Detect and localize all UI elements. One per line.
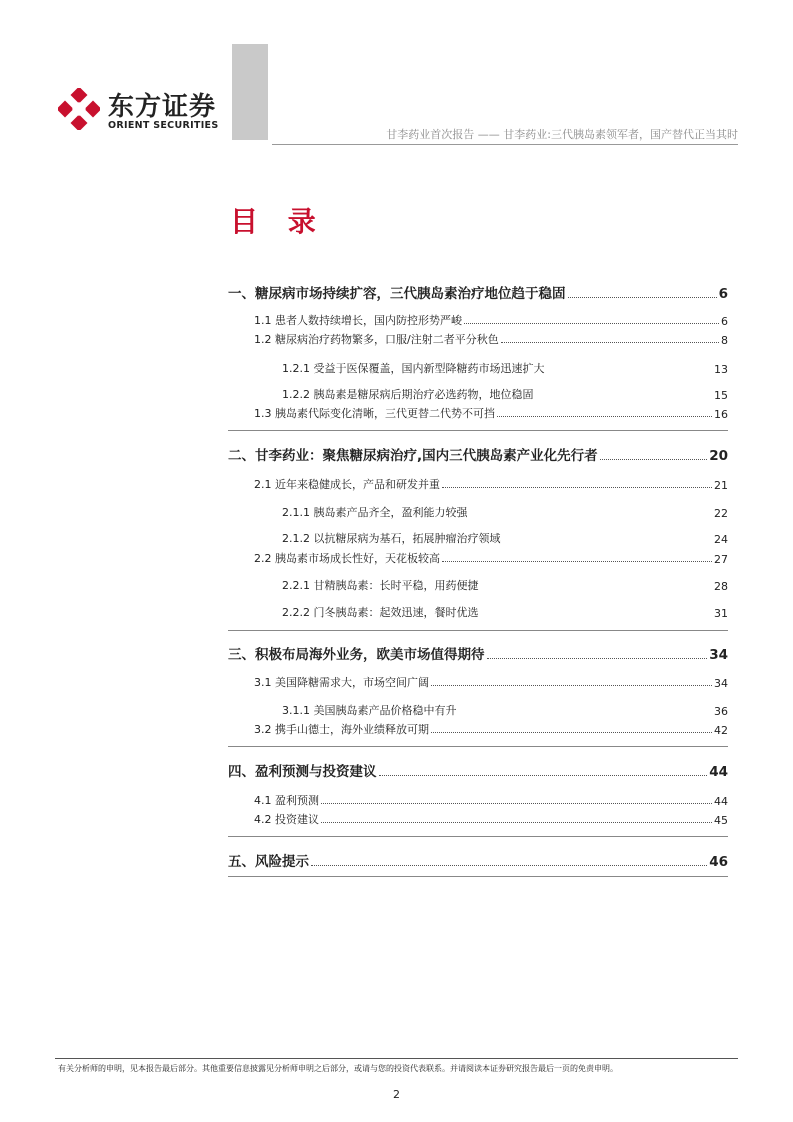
- toc-leader-dots: [442, 561, 712, 562]
- toc-leader-dots: [497, 416, 712, 417]
- toc-entry-title: 四、盈利预测与投资建议: [228, 764, 377, 780]
- toc-entry-page: 16: [714, 408, 728, 421]
- toc-entry-title: 三、积极布局海外业务，欧美市场值得期待: [228, 647, 485, 663]
- page-number: 2: [393, 1088, 400, 1101]
- toc-entry-page: 20: [709, 448, 728, 464]
- toc-section-divider: [228, 630, 728, 631]
- brand-name-en: ORIENT SECURITIES: [108, 120, 219, 131]
- toc-entry-title: 2.2 胰岛素市场成长性好，天花板较高: [254, 552, 440, 565]
- toc-entry-title: 3.1 美国降糖需求大，市场空间广阔: [254, 676, 429, 689]
- toc-section-divider: [228, 876, 728, 877]
- toc-entry-title: 2.2.1 甘精胰岛素：长时平稳，用药便捷: [282, 579, 479, 592]
- toc-entry-page: 27: [714, 553, 728, 566]
- toc-entry-page: 44: [709, 764, 728, 780]
- footer-divider: [55, 1058, 738, 1059]
- toc-section-divider: [228, 746, 728, 747]
- toc-entry[interactable]: [228, 530, 728, 546]
- toc-entry-title: 五、风险提示: [228, 854, 309, 870]
- toc-entry[interactable]: [228, 476, 728, 492]
- toc-entry[interactable]: [228, 702, 728, 718]
- toc-entry[interactable]: [228, 577, 728, 593]
- toc-entry-page: 46: [709, 854, 728, 870]
- toc-leader-dots: [311, 865, 707, 866]
- toc-entry[interactable]: [228, 674, 728, 690]
- toc-leader-dots: [379, 775, 708, 776]
- toc-entry[interactable]: [228, 721, 728, 737]
- toc-leader-dots: [600, 459, 708, 460]
- report-title: 甘李药业首次报告 —— 甘李药业:三代胰岛素领军者，国产替代正当其时: [386, 128, 738, 141]
- toc-entry[interactable]: [228, 604, 728, 620]
- toc-entry-page: 8: [721, 334, 728, 347]
- toc-entry-title: 3.2 携手山德士，海外业绩释放可期: [254, 723, 429, 736]
- toc-entry-title: 4.1 盈利预测: [254, 794, 319, 807]
- toc-leader-dots: [487, 658, 708, 659]
- toc-entry-page: 13: [714, 363, 728, 376]
- toc-entry-title: 二、甘李药业：聚焦糖尿病治疗,国内三代胰岛素产业化先行者: [228, 448, 598, 464]
- toc-section-divider: [228, 430, 728, 431]
- toc-entry[interactable]: [228, 760, 728, 780]
- toc-entry[interactable]: [228, 405, 728, 421]
- toc-leader-dots: [442, 487, 712, 488]
- toc-leader-dots: [464, 323, 719, 324]
- orient-securities-logo-icon: [58, 88, 100, 130]
- toc-entry-page: 45: [714, 814, 728, 827]
- toc-leader-dots: [501, 342, 719, 343]
- toc-entry-page: 6: [721, 315, 728, 328]
- toc-entry-page: 22: [714, 507, 728, 520]
- toc-entry[interactable]: [228, 850, 728, 870]
- toc-entry-page: 36: [714, 705, 728, 718]
- toc-leader-dots: [321, 803, 712, 804]
- toc-section-divider: [228, 836, 728, 837]
- toc-entry[interactable]: [228, 360, 728, 376]
- brand-name-cn: 东方证券: [108, 92, 217, 122]
- toc-entry-page: 21: [714, 479, 728, 492]
- toc-entry-title: 1.2.2 胰岛素是糖尿病后期治疗必选药物，地位稳固: [282, 388, 534, 401]
- toc-leader-dots: [431, 732, 712, 733]
- toc-entry-title: 2.1.1 胰岛素产品齐全，盈利能力较强: [282, 506, 468, 519]
- toc-entry-title: 2.1 近年来稳健成长，产品和研发并重: [254, 478, 440, 491]
- toc-entry-title: 1.3 胰岛素代际变化清晰，三代更替二代势不可挡: [254, 407, 495, 420]
- toc-entry-page: 28: [714, 580, 728, 593]
- toc-entry-title: 2.2.2 门冬胰岛素：起效迅速，餐时优选: [282, 606, 479, 619]
- toc-entry-page: 42: [714, 724, 728, 737]
- toc-entry-title: 2.1.2 以抗糖尿病为基石，拓展肿瘤治疗领域: [282, 532, 501, 545]
- toc-entry-title: 1.1 患者人数持续增长，国内防控形势严峻: [254, 314, 462, 327]
- toc-entry[interactable]: [228, 550, 728, 566]
- header-gray-bar: [232, 44, 268, 140]
- toc-title: 目 录: [230, 205, 326, 238]
- toc-entry-page: 34: [714, 677, 728, 690]
- toc-entry-title: 1.2.1 受益于医保覆盖，国内新型降糖药市场迅速扩大: [282, 362, 545, 375]
- toc-entry[interactable]: [228, 811, 728, 827]
- toc-entry[interactable]: [228, 792, 728, 808]
- toc-entry-page: 15: [714, 389, 728, 402]
- toc-entry[interactable]: [228, 312, 728, 328]
- toc-entry-page: 24: [714, 533, 728, 546]
- footer-disclaimer: 有关分析师的申明，见本报告最后部分。其他重要信息披露见分析师申明之后部分，或请与您的投资代表联系。并请阅读本证券研究报告最后一页的免责申明。: [58, 1064, 618, 1073]
- header-divider: [272, 144, 738, 145]
- toc-entry[interactable]: [228, 643, 728, 663]
- toc-entry-page: 31: [714, 607, 728, 620]
- toc-leader-dots: [568, 297, 717, 298]
- toc-entry[interactable]: [228, 331, 728, 347]
- toc-entry[interactable]: [228, 504, 728, 520]
- toc-leader-dots: [431, 685, 712, 686]
- toc-entry-page: 34: [709, 647, 728, 663]
- toc-entry-title: 1.2 糖尿病治疗药物繁多，口服/注射二者平分秋色: [254, 333, 499, 346]
- toc-entry[interactable]: [228, 444, 728, 464]
- toc-entry-title: 4.2 投资建议: [254, 813, 319, 826]
- toc-leader-dots: [321, 822, 712, 823]
- toc-entry-title: 3.1.1 美国胰岛素产品价格稳中有升: [282, 704, 457, 717]
- toc-entry-title: 一、糖尿病市场持续扩容，三代胰岛素治疗地位趋于稳固: [228, 286, 566, 302]
- toc-entry-page: 44: [714, 795, 728, 808]
- toc-entry[interactable]: [228, 282, 728, 302]
- toc-entry[interactable]: [228, 386, 728, 402]
- toc-entry-page: 6: [718, 286, 728, 302]
